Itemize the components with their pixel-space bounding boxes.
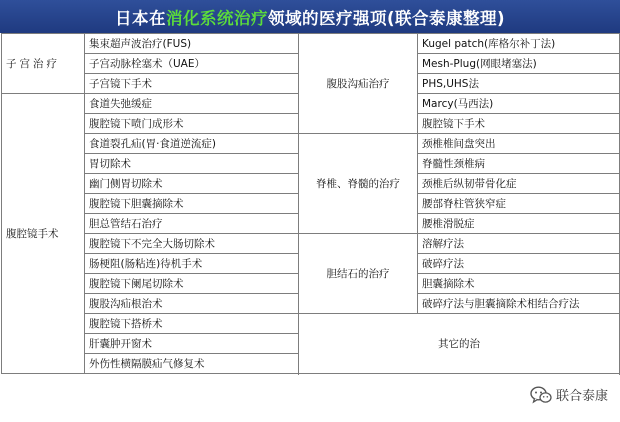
table-row xyxy=(2,314,620,334)
left-procedure: 胆总管结石治疗 xyxy=(85,214,299,234)
left-procedure: 腹腔镜下喷门成形术 xyxy=(85,114,299,134)
table-row xyxy=(2,234,620,254)
treatment-table xyxy=(1,33,620,374)
right-procedure: Kugel patch(库格尔补丁法) xyxy=(418,34,620,54)
watermark xyxy=(530,385,608,404)
right-category: 脊椎、脊髓的治疗 xyxy=(299,134,418,234)
right-category: 胆结石的治疗 xyxy=(299,234,418,314)
right-procedure: 胆囊摘除术 xyxy=(418,274,620,294)
right-category: 腹股沟疝治疗 xyxy=(299,34,418,134)
right-procedure: 溶解疗法 xyxy=(418,234,620,254)
left-procedure: 腹腔镜下胆囊摘除术 xyxy=(85,194,299,214)
left-procedure: 子宫镜下手术 xyxy=(85,74,299,94)
left-procedure: 外伤性横隔膜疝气修复术 xyxy=(85,354,299,374)
left-procedure: 腹腔镜下搭桥术 xyxy=(85,314,299,334)
title-suffix: 领域的医疗强项(联合泰康整理) xyxy=(267,8,506,28)
right-procedure: 腰椎滑脱症 xyxy=(418,214,620,234)
left-procedure: 食道失弛缓症 xyxy=(85,94,299,114)
page-title xyxy=(0,0,620,33)
title-highlight: 消化系统治疗 xyxy=(165,8,268,28)
left-procedure: 幽门侧胃切除术 xyxy=(85,174,299,194)
left-category: 腹腔镜手术 xyxy=(2,94,85,374)
left-procedure: 食道裂孔疝(胃·食道逆流症) xyxy=(85,134,299,154)
right-procedure: 破碎疗法 xyxy=(418,254,620,274)
left-procedure: 肠梗阻(肠粘连)待机手术 xyxy=(85,254,299,274)
right-procedure: 腹腔镜下手术 xyxy=(418,114,620,134)
right-procedure: Mesh-Plug(网眼堵塞法) xyxy=(418,54,620,74)
table-row xyxy=(2,34,620,54)
table-row xyxy=(2,134,620,154)
right-procedure: 破碎疗法与胆囊摘除术相结合疗法 xyxy=(418,294,620,314)
left-category: 子宫治疗 xyxy=(2,34,85,94)
watermark-text: 联合泰康 xyxy=(555,389,608,404)
left-procedure: 子宫动脉栓塞术（UAE） xyxy=(85,54,299,74)
right-procedure: 颈椎后纵韧带骨化症 xyxy=(418,174,620,194)
right-procedure: Marcy(马西法) xyxy=(418,94,620,114)
left-procedure: 腹腔镜下不完全大肠切除术 xyxy=(85,234,299,254)
left-procedure: 胃切除术 xyxy=(85,154,299,174)
right-category: 其它的治 xyxy=(299,314,620,374)
left-procedure: 腹股沟疝根治术 xyxy=(85,294,299,314)
right-procedure: 腰部脊柱管狭窄症 xyxy=(418,194,620,214)
right-procedure: 脊髓性颈椎病 xyxy=(418,154,620,174)
right-procedure: PHS,UHS法 xyxy=(418,74,620,94)
left-procedure: 腹腔镜下阑尾切除术 xyxy=(85,274,299,294)
left-procedure: 集束超声波治疗(FUS) xyxy=(85,34,299,54)
right-procedure: 颈椎椎间盘突出 xyxy=(418,134,620,154)
left-procedure: 肝囊肿开窗术 xyxy=(85,334,299,354)
title-prefix: 日本在 xyxy=(114,8,166,28)
wechat-icon xyxy=(530,386,552,404)
